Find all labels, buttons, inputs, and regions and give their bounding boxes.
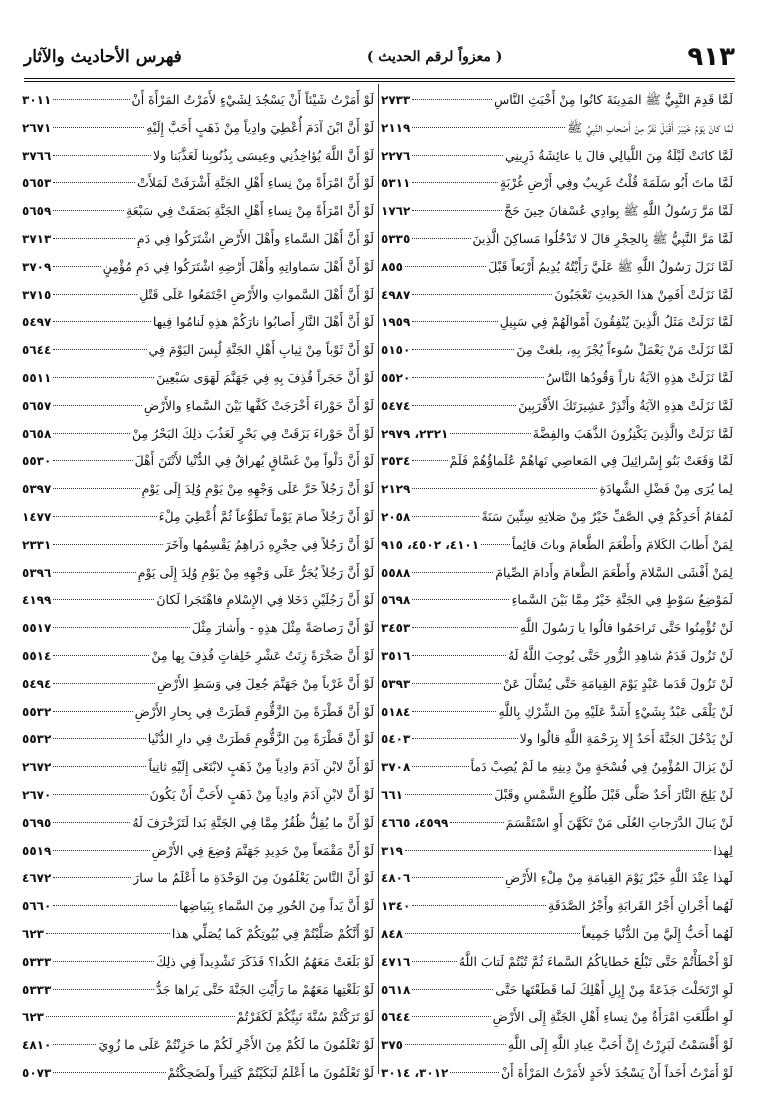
entry-text: لَنْ تُؤْمِنُوا حَتَّى تَراحَمُوا قالُوا يا رَسُولَ اللَّهِ [519, 620, 733, 636]
hadith-number: ١٣٤٠ [381, 899, 411, 914]
entry-text: لَمَّا نَزَلَتْ أَفَمِنْ هذا الحَدِيثِ تَعْجَبُونَ [554, 286, 733, 302]
hadith-number: ٥٦٩٨ [381, 593, 411, 608]
dot-leader [405, 933, 580, 934]
dot-leader [405, 1044, 506, 1045]
index-entry [22, 976, 374, 1004]
entry-text: لَوْ أَنَّ أَهْلَ السَّمواتِ والأَرْضِ اجْتَمَعُوا عَلَى قَتْلِ [139, 286, 374, 302]
entry-text: لَوْ أَنَّ صَخْرَةً زِنَتُ عَشْرِ خَلِفاتٍ قُذِفَ بِها مِنْ [151, 647, 374, 663]
hadith-number: ٢٣٣١ [22, 537, 52, 552]
entry-text: لِما يُرَى مِنْ فَضْلِ الشَّهادَةِ [599, 481, 733, 497]
index-entry [381, 753, 733, 781]
hadith-number: ٥٠٧٣ [22, 1065, 52, 1080]
header-rule [24, 78, 735, 82]
entry-text: لَوْ أَقْسَمْتُ لَبَرِرْتُ إِنَّ أَحَبَّ عِبادِ اللَّهِ إِلَى اللَّهِ [507, 1037, 733, 1053]
entry-text: لَوْ أَنَّ لابْنِ آدَمَ وادِياً مِنْ ذَهَبٍ لأَحَبَّ أَنْ يَكُونَ [149, 786, 374, 802]
page-number: ٩١٣ [687, 42, 735, 72]
entry-text: لَوْ أَنَّ امْرَأَةً مِنْ نِساءِ أَهْلِ الجَنَّةِ بَصَقَتْ فِي سَبْعَةِ [126, 203, 374, 219]
dot-leader [53, 599, 154, 600]
dot-leader [412, 683, 501, 684]
hadith-number: ٥٦٥٩ [22, 204, 52, 219]
index-entry [22, 1003, 374, 1031]
dot-leader [53, 961, 154, 962]
index-entry [22, 559, 374, 587]
index-entry [381, 475, 733, 503]
dot-leader [53, 877, 131, 878]
entry-text: لَمَّا نَزَلَتْ مَثَلُ الَّذِينَ يُنْفِقُونَ أَمْوالَهُمْ فِي سَبِيلِ [499, 314, 733, 330]
dot-leader [53, 488, 139, 489]
hadith-number: ٥٦٤٤ [381, 1010, 411, 1025]
entry-text: لَهُما أَجْرانِ أَجْرُ القَرابَةِ وأَجْرُ الصَّدَقَةِ [548, 898, 733, 914]
hadith-number: ٣٧٥ [381, 1038, 403, 1053]
hadith-number: ٥٣٣٥ [381, 231, 411, 246]
entry-text: لَنْ يَدْخُلَ الجَنَّةَ أَحَدٌ إِلا بِرَحْمَةِ اللَّهِ قالُوا ولا [519, 731, 733, 747]
entry-text: لِهذا [713, 842, 733, 858]
dot-leader [405, 266, 486, 267]
entry-text: لَوْ بَلَغَتْ مَعَهُمُ الكُدا؟ فَذَكَرَ تَشْدِيداً فِي ذلِكَ [155, 953, 374, 969]
hadith-number: ٣٥٣٤ [381, 454, 411, 469]
index-entry [22, 308, 374, 336]
hadith-number: ٥١٥٠ [381, 343, 411, 358]
entry-text: لَوْ أَنَّ امْرَأَةً مِنْ نِساءِ أَهْلِ الجَنَّةِ أَشْرَفَتْ لَمَلأَتْ [136, 175, 374, 191]
entry-text: لَنْ تَزُولَ قَدَمُ شاهِدِ الزُّورِ حَتَّى يُوجِبَ اللَّهُ لَهُ [507, 647, 733, 663]
index-entry [22, 614, 374, 642]
index-entry [22, 420, 374, 448]
entry-text: لَمَّا وَقَعَتْ بَنُو إِسْرائِيلَ فِي المَعاصِي نَهاهُمْ عُلَماؤُهُمْ فَلَمْ [449, 453, 733, 469]
dot-leader [53, 850, 149, 851]
index-entry [22, 114, 374, 142]
entry-text: لَوْ أَنَّ حَوْراءَ بَزَقَتْ فِي بَحْرٍ لَعَذُبَ ذلِكَ البَحْرُ مِنْ [131, 425, 374, 441]
dot-leader [53, 294, 137, 295]
hadith-number: ٤٨٠٦ [381, 871, 411, 886]
index-entry [381, 114, 733, 142]
dot-leader [405, 794, 492, 795]
dot-leader [53, 182, 135, 183]
hadith-number: ٥٣٣٣ [22, 982, 52, 997]
hadith-number: ٥٦٥٧ [22, 398, 52, 413]
index-entry [381, 920, 733, 948]
entry-text: لَوْ أَنَّ أَهْلَ السَّماءِ وأَهْلَ الأَرْضِ اشْتَرَكُوا فِي دَمِ [136, 230, 374, 246]
dot-leader [412, 488, 597, 489]
dot-leader [53, 210, 124, 211]
entry-text: لَوْ أَنَّ لابْنِ آدَمَ وادِياً مِنْ ذَهَبٍ لابْتَغَى إِلَيْهِ ثانِياً [148, 759, 374, 775]
index-entry [381, 698, 733, 726]
index-entry [381, 864, 733, 892]
index-entry [381, 225, 733, 253]
index-entry [22, 781, 374, 809]
dot-leader [412, 238, 470, 239]
entry-text: لَمَّا قَدِمَ النَّبِيُّ ﷺ المَدِينَةَ كانُوا مِنْ أَخْبَثِ النَّاسِ [493, 92, 733, 107]
entry-text: لَنْ يَزالَ المُؤْمِنُ فِي فُسْحَةٍ مِنْ دِينِهِ ما لَمْ يُصِبْ دَماً [470, 759, 733, 775]
entry-text: لَوْ أَنَّ رَجُلاً خَرَّ عَلَى وَجْهِهِ مِنْ يَوْمِ وُلِدَ إِلَى يَوْمِ [141, 481, 374, 497]
index-entry [381, 948, 733, 976]
index-entry [22, 642, 374, 670]
index-entry [22, 503, 374, 531]
hadith-number: ٢٦٧١ [22, 120, 52, 135]
hadith-number: ٥٥٣٢ [22, 704, 52, 719]
dot-leader [412, 1016, 490, 1017]
entry-text: لَوِ اطَّلَعَتِ امْرَأَةٌ مِنْ نِساءِ أَهْلِ الجَنَّةِ إِلَى الأَرْضِ [492, 1009, 733, 1025]
dot-leader [53, 766, 146, 767]
index-entry [22, 364, 374, 392]
entry-text: لِمَنْ أَفْشَى السَّلامَ وأَطْعَمَ الطَّعامَ وأَدامَ الصِّيامَ [495, 564, 733, 580]
hadith-number: ٤١٩٩ [22, 593, 52, 608]
entry-text: لَمَّا كانَ يَوْمُ خَيْبَرَ أَقْبَلَ نَفَرٌ مِنْ أَصْحابِ النَّبِيِّ ﷺ [567, 119, 733, 135]
hadith-number: ٨٥٥ [381, 259, 403, 274]
hadith-number: ٥١٨٤ [381, 704, 411, 719]
dot-leader [46, 1016, 235, 1017]
hadith-number: ٣٧٠٩ [22, 259, 52, 274]
index-entry [381, 531, 733, 559]
hadith-number: ٥٦٥٣ [22, 176, 52, 191]
index-entry [381, 837, 733, 865]
dot-leader [53, 238, 135, 239]
index-entry [22, 809, 374, 837]
dot-leader [412, 516, 479, 517]
hadith-number: ٣٠١٢، ٣٠١٤ [381, 1065, 449, 1080]
index-entry [22, 670, 374, 698]
index-entry [22, 837, 374, 865]
hadith-number: ٥٣٩٦ [22, 565, 52, 580]
index-entry [381, 725, 733, 753]
hadith-number: ٢١١٩ [381, 120, 411, 135]
entry-text: لَوْ أَنَّ اللَّهَ يُؤاخِذُنِي وعِيسَى بِذُنُوبِنا لَعَذَّبَنا ولا [153, 147, 374, 163]
index-entry [381, 1003, 733, 1031]
entry-text: لَوِ ارْتَحَلْتَ جَذَعَةً مِنْ إِبِلِ أَهْلِكَ لَما قَطَعْتَها حَتَّى [495, 981, 733, 997]
entry-text: لَنْ يَلْقَى عَبْدٌ بِشَيْءٍ أَشَدَّ عَلَيْهِ مِنَ الشِّرْكِ بِاللَّهِ [498, 703, 733, 719]
index-entry [22, 253, 374, 281]
index-entry [22, 197, 374, 225]
entry-text: لَوْ أَنَّ ابْنَ آدَمَ أُعْطِيَ وادِياً مِنْ ذَهَبٍ أَحَبَّ إِلَيْهِ [146, 119, 374, 135]
dot-leader [450, 822, 503, 823]
index-entry [381, 614, 733, 642]
hadith-number: ٤٥٩٩، ٤٦٦٥ [381, 815, 449, 830]
dot-leader [412, 572, 493, 573]
entry-text: لَوْ أَنَّ رَجُلاً فِي حِجْرِهِ دَراهِمُ يَقْسِمُها وآخَرَ [164, 536, 374, 552]
index-entry [22, 86, 374, 114]
entry-text: لَوْ أَنَّ أَهْلَ النَّارِ أَصابُوا نارَكُمْ هذِهِ لَنامُوا فِيها [152, 314, 374, 330]
index-entry [22, 753, 374, 781]
hadith-number: ٥٣٩٣ [381, 676, 411, 691]
index-entry [381, 86, 733, 114]
index-entry [22, 948, 374, 976]
index-entry [381, 308, 733, 336]
dot-leader [53, 683, 155, 684]
entry-text: لَوْ أَنَّكُمْ صَلَّيْتُمْ فِي بُيُوتِكُمْ كَما يُصَلِّي هذا [171, 925, 374, 941]
hadith-number: ٥٥٣٢ [22, 732, 52, 747]
index-entry [22, 336, 374, 364]
dot-leader [53, 99, 129, 100]
index-entry [381, 559, 733, 587]
entry-text: لَمَوْضِعُ سَوْطٍ فِي الجَنَّةِ خَيْرٌ مِمَّا بَيْنَ السَّماءِ [511, 592, 733, 608]
dot-leader [412, 377, 544, 378]
section-label: ( معزواً لرقم الحديث ) [366, 49, 503, 65]
dot-leader [412, 905, 546, 906]
entry-text: لَمَّا مَرَّ النَّبِيُّ ﷺ بِالحِجْرِ قالَ لا تَدْخُلُوا مَساكِنَ الَّذِينَ [472, 230, 733, 246]
hadith-number: ٣٠١١ [22, 93, 52, 107]
index-entry [381, 364, 733, 392]
hadith-number: ٥٣٣٣ [22, 954, 52, 969]
dot-leader [450, 1072, 499, 1073]
index-entry [381, 670, 733, 698]
right-column [381, 86, 733, 1087]
dot-leader [412, 155, 503, 156]
entry-text: لَوْ أَنَّ رَجُلَيْنِ دَخَلا فِي الإِسْلامِ فاهْتَجَرا لَكانَ [156, 592, 374, 608]
dot-leader [405, 850, 711, 851]
entry-text: لَوْ أَخْطَأْتُمْ حَتَّى تَبْلُغَ خَطاياكُمُ السَّماءَ ثُمَّ تُبْتُمْ لَتابَ اللَّهُ [458, 953, 733, 969]
dot-leader [412, 989, 493, 990]
dot-leader [412, 599, 509, 600]
dot-leader [412, 349, 514, 350]
index-entry [22, 475, 374, 503]
hadith-number: ٣٧٦٦ [22, 148, 52, 163]
hadith-number: ١٧٦٢ [381, 204, 411, 219]
entry-text: لَمَّا نَزَلَتْ هذِهِ الآيَةُ وأَنْذِرْ عَشِيرَتَكَ الأَقْرَبِينَ [518, 397, 733, 413]
entry-text: لَوْ تَعْلَمُونَ ما أَعْلَمُ لَبَكَيْتُمْ كَثِيراً ولَضَحِكْتُمْ [167, 1064, 374, 1080]
dot-leader [481, 544, 510, 545]
dot-leader [53, 989, 154, 990]
left-column [22, 86, 374, 1087]
dot-leader [53, 433, 130, 434]
dot-leader [46, 933, 170, 934]
index-entry [22, 698, 374, 726]
dot-leader [53, 711, 132, 712]
hadith-number: ٥٥٣٠ [22, 454, 52, 469]
index-entry [381, 197, 733, 225]
entry-text: لَوْ أَمَرْتُ شَيْئاً أَنْ يَسْجُدَ لِشَيْءٍ لأَمَرْتُ المَرْأَةَ أَنْ [131, 92, 374, 107]
index-entry [22, 142, 374, 170]
hadith-number: ٦٦١ [381, 787, 403, 802]
index-entry [381, 976, 733, 1004]
hadith-number: ٣٧٠٨ [381, 760, 411, 775]
hadith-number: ٦٢٣ [22, 1010, 44, 1025]
entry-text: لَوْ تَرَكْتُمْ سُنَّةَ نَبِيِّكُمْ لَكَفَرْتُمْ [236, 1009, 374, 1025]
hadith-number: ٢٧٣٣ [381, 93, 411, 107]
dot-leader [53, 377, 154, 378]
hadith-number: ٢٢٧٦ [381, 148, 411, 163]
hadith-number: ٤٨١٠ [22, 1038, 52, 1053]
index-entry [22, 725, 374, 753]
entry-text: لَنْ تَزُولَ قَدَما عَبْدٍ يَوْمَ القِيامَةِ حَتَّى يُسْأَلَ عَنْ [502, 675, 733, 691]
entry-text: لَمَّا كانَتْ لَيْلَةٌ مِنَ اللَّيالِي قالَ يا عائِشَةُ ذَرِينِي [504, 147, 733, 163]
entry-text: لَوْ أَنَّ أَهْلَ سَماواتِهِ وأَهْلَ أَرْضِهِ اشْتَرَكُوا فِي دَمِ مُؤْمِنٍ [102, 258, 374, 274]
hadith-number: ١٤٧٧ [22, 509, 52, 524]
hadith-number: ٤٩٨٧ [381, 287, 411, 302]
hadith-number: ٢٣٢١، ٢٩٧٩ [381, 426, 449, 441]
entry-text: لَمُقامُ أَحَدِكُمْ فِي الصَّفِّ خَيْرٌ مِنْ صَلاتِهِ سِتِّينَ سَنَةً [481, 508, 733, 524]
index-entry [22, 892, 374, 920]
index-entry [22, 531, 374, 559]
hadith-number: ٥٤٠٣ [381, 732, 411, 747]
hadith-number: ٥٦٦٠ [22, 899, 52, 914]
entry-text: لَمَّا نَزَلَتْ مَنْ يَعْمَلْ سُوءاً يُجْزَ بِهِ، بلغتْ مِنَ [516, 342, 733, 358]
entry-text: لَمَّا نَزَلَ رَسُولُ اللَّهِ ﷺ عَلَيَّ رَأَيْتُهُ يُدِيمُ أَرْبَعاً قَبْلَ [488, 258, 733, 274]
entry-text: لَوْ بَلَغْتِها مَعَهُمْ ما رَأَيْتِ الجَنَّةَ حَتَّى يَراها جَدُّ [156, 981, 374, 997]
index-entry [381, 586, 733, 614]
hadith-number: ٢٦٧٢ [22, 760, 52, 775]
entry-text: لَوْ أَنَّ قَطْرَةً مِنَ الزَّقُّومِ قَطَرَتْ فِي بِحارِ الأَرْضِ [134, 703, 374, 719]
dot-leader [450, 433, 530, 434]
dot-leader [412, 210, 502, 211]
index-entry [381, 503, 733, 531]
dot-leader [53, 655, 149, 656]
hadith-number: ٥٥١٩ [22, 843, 52, 858]
dot-leader [412, 321, 497, 322]
dot-leader [412, 294, 552, 295]
dot-leader [412, 627, 518, 628]
entry-text: لَوْ أَنَّ يَداً مِنَ الحُورِ مِنَ السَّماءِ بِبَياضِها [179, 898, 374, 914]
dot-leader [412, 99, 492, 100]
dot-leader [53, 905, 177, 906]
entry-text: لَنْ يَلِجَ النَّارَ أَحَدٌ صَلَّى قَبْلَ طُلُوعِ الشَّمْسِ وقَبْلَ [494, 786, 733, 802]
dot-leader [53, 321, 151, 322]
index-entry [22, 920, 374, 948]
hadith-number: ٤١٠١، ٤٥٠٢، ٩١٥ [381, 537, 480, 552]
hadith-number: ٥٥١٧ [22, 621, 52, 636]
running-title: فهرس الأحاديث والآثار [24, 47, 182, 67]
index-entry [22, 281, 374, 309]
dot-leader [412, 460, 447, 461]
entry-text: لَوْ أَنَّ رَجُلاً صامَ يَوْماً تَطَوُّعاً ثُمَّ أُعْطِيَ مِلْءَ [158, 508, 374, 524]
entry-text: لَوْ أَنَّ مَقْمَعاً مِنْ حَدِيدِ جَهَنَّمَ وُضِعَ فِي الأَرْضِ [151, 842, 374, 858]
hadith-number: ٥٤٩٧ [22, 315, 52, 330]
dot-leader [412, 655, 506, 656]
entry-text: لَوْ أَنَّ ثَوْباً مِنْ ثِيابِ أَهْلِ الجَنَّةِ لُبِسَ اليَوْمَ فِي [148, 342, 374, 358]
dot-leader [53, 627, 190, 628]
index-entry [381, 142, 733, 170]
entry-text: لَهذا عِنْدَ اللَّهِ خَيْرٌ يَوْمَ القِيامَةِ مِنْ مِلْءِ الأَرْضِ [505, 870, 733, 886]
dot-leader [412, 766, 468, 767]
hadith-number: ٥٥٢٠ [381, 370, 411, 385]
index-entry [381, 1059, 733, 1087]
index-entry [22, 586, 374, 614]
hadith-number: ٥٤٧٤ [381, 398, 411, 413]
index-entry [381, 253, 733, 281]
index-entry [381, 809, 733, 837]
index-entry [381, 781, 733, 809]
index-entry [381, 642, 733, 670]
hadith-number: ١٩٥٩ [381, 315, 411, 330]
hadith-number: ٥٥٨٨ [381, 565, 411, 580]
entry-text: لَمَّا نَزَلَتْ هذِهِ الآيَةُ ناراً وَقُودُها النَّاسُ [546, 369, 733, 385]
dot-leader [53, 822, 130, 823]
dot-leader [53, 544, 162, 545]
index-entry [22, 447, 374, 475]
index-entry [381, 281, 733, 309]
dot-leader [53, 1072, 165, 1073]
dot-leader [53, 738, 145, 739]
entry-text: لَوْ أَنَّ ما يُقِلُّ ظُفُرٌ مِمَّا فِي الجَنَّةِ بَدا لَتَزَخْرَفَ لَهُ [132, 814, 374, 830]
hadith-number: ٥٦٤٤ [22, 343, 52, 358]
index-entry [22, 1031, 374, 1059]
entry-text: لَوْ تَعْلَمُونَ ما لَكُمْ مِنَ الأَجْرِ لَكُمْ ما حَزِنْتُمْ عَلَى ما زُوِيَ [98, 1037, 374, 1053]
dot-leader [412, 127, 565, 128]
dot-leader [53, 155, 151, 156]
index-entry [381, 420, 733, 448]
entry-text: لَوْ أَنَّ النَّاسَ يَعْلَمُونَ مِنَ الوَحْدَةِ ما أَعْلَمُ ما سارَ [133, 870, 374, 886]
index-entry [22, 225, 374, 253]
hadith-number: ٥٦١٨ [381, 982, 411, 997]
dot-leader [53, 127, 144, 128]
hadith-number: ٥٣٩٧ [22, 482, 52, 497]
hadith-number: ٣٥١٦ [381, 648, 411, 663]
hadith-number: ٣١٩ [381, 843, 403, 858]
index-entry [22, 864, 374, 892]
dot-leader [53, 266, 100, 267]
dot-leader [412, 405, 516, 406]
index-entry [381, 447, 733, 475]
hadith-number: ٥٤٩٤ [22, 676, 52, 691]
dot-leader [412, 961, 457, 962]
index-entry [381, 336, 733, 364]
dot-leader [412, 182, 498, 183]
entry-text: لَوْ أَنَّ حَجَراً قُذِفَ بِهِ فِي جَهَنَّمَ لَهَوَى سَبْعِينَ [156, 369, 374, 385]
hadith-number: ٣٧١٣ [22, 231, 52, 246]
hadith-number: ٣٧١٥ [22, 287, 52, 302]
dot-leader [53, 405, 142, 406]
entry-text: لَوْ أَنَّ رَجُلاً يُجَرُّ عَلَى وَجْهِهِ مِنْ يَوْمِ وُلِدَ إِلَى يَوْمِ [137, 564, 374, 580]
hadith-number: ٥٦٩٥ [22, 815, 52, 830]
entry-text: لَنْ يَنالَ الدَّرَجاتِ العُلَى مَنْ تَكَهَّنَ أَوِ اسْتَقْسَمَ [505, 814, 733, 830]
hadith-number: ٢٠٥٨ [381, 509, 411, 524]
dot-leader [53, 349, 146, 350]
dot-leader [412, 877, 503, 878]
entry-text: لَمَّا نَزَلَتْ والَّذِينَ يَكْنِزُونَ الذَّهَبَ والفِضَّةَ [532, 425, 733, 441]
index-entry [381, 1031, 733, 1059]
entry-text: لَوْ أَنَّ غَرْباً مِنْ جَهَنَّمَ جُعِلَ فِي وَسَطِ الأَرْضِ [157, 675, 374, 691]
entry-text: لَوْ أَنَّ حَوْراءَ أَخْرَجَتْ كَفَّها بَيْنَ السَّماءِ والأَرْضِ [143, 397, 374, 413]
entry-text: لَوْ أَمَرْتُ أَحَداً أَنْ يَسْجُدَ لأَحَدٍ لأَمَرْتُ المَرْأَةَ أَنْ [500, 1064, 733, 1080]
hadith-number: ٥٥١٤ [22, 648, 52, 663]
entry-text: لَمَّا مَرَّ رَسُولُ اللَّهِ ﷺ بِوادِي عُسْفانَ حِينَ حَجَّ [504, 203, 733, 219]
index-entry [22, 169, 374, 197]
hadith-number: ٢٦٧٠ [22, 787, 52, 802]
hadith-number: ٦٢٣ [22, 926, 44, 941]
entry-text: لَوْ أَنَّ دَلْواً مِنْ غَسَّاقٍ يُهراقُ فِي الدُّنْيا لأَنْتَنَ أَهْلَ [134, 453, 374, 469]
dot-leader [53, 794, 147, 795]
hadith-number: ٤٧١٦ [381, 954, 411, 969]
dot-leader [53, 460, 132, 461]
entry-text: لَوْ أَنَّ قَطْرَةً مِنَ الزَّقُّومِ قَطَرَتْ فِي دارِ الدُّنْيا [147, 731, 374, 747]
index-entry [381, 392, 733, 420]
dot-leader [53, 572, 135, 573]
hadith-number: ٨٤٨ [381, 926, 403, 941]
dot-leader [53, 1044, 96, 1045]
dot-leader [412, 711, 496, 712]
dot-leader [412, 738, 517, 739]
hadith-number: ٥٣١١ [381, 176, 411, 191]
entry-text: لَمَّا ماتَ أَبُو سَلَمَةَ قُلْتُ غَرِيبٌ وفِي أَرْضِ غُرْبَةٍ [499, 175, 733, 191]
dot-leader [53, 516, 156, 517]
page-header [24, 40, 735, 74]
hadith-number: ٥٦٥٨ [22, 426, 52, 441]
index-entry [22, 392, 374, 420]
hadith-number: ٢١٢٩ [381, 482, 411, 497]
entry-text: لَوْ أَنَّ رَصاصَةً مِثْلَ هذِهِ - وأَشارَ مِثْلَ [191, 620, 374, 636]
index-entry [22, 1059, 374, 1087]
hadith-number: ٤٦٧٢ [22, 871, 52, 886]
index-entry [381, 169, 733, 197]
hadith-number: ٥٥١١ [22, 370, 52, 385]
index-entry [381, 892, 733, 920]
entry-text: لِمَنْ أَطابَ الكَلامَ وأَطْعَمَ الطَّعامَ وباتَ قائِماً [511, 536, 733, 552]
hadith-number: ٣٤٥٣ [381, 621, 411, 636]
column-divider [378, 84, 379, 1074]
entry-text: لَهُما أَحَبُّ إِلَيَّ مِنَ الدُّنْيا جَمِيعاً [581, 925, 733, 941]
